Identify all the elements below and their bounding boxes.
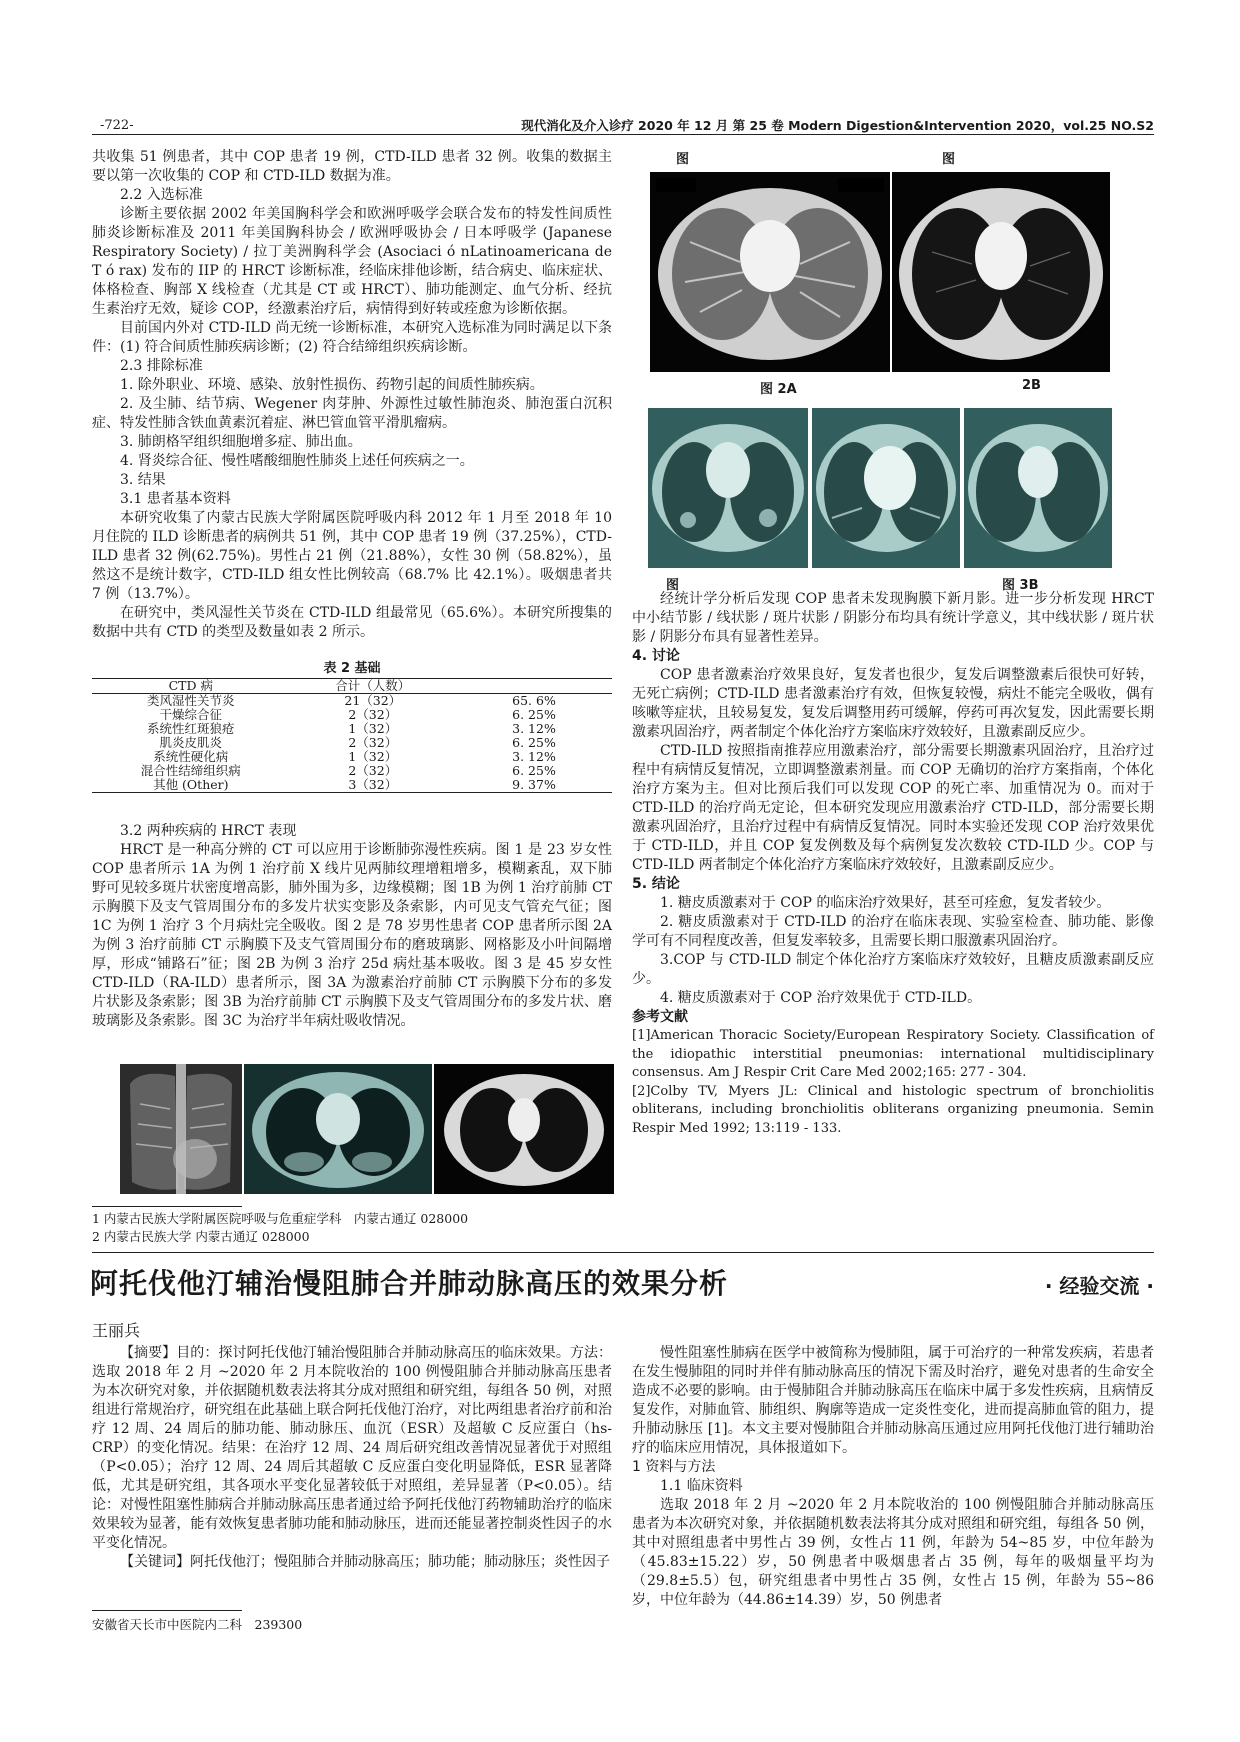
affiliation-1: 1 内蒙古民族大学附属医院呼吸与危重症学科 内蒙古通辽 028000	[92, 1211, 469, 1226]
figure-1c-ct	[434, 1064, 614, 1194]
heading-4: 4. 讨论	[632, 648, 680, 664]
article-affiliation-rule	[92, 1610, 242, 1611]
table-row	[92, 736, 612, 750]
conclusion-3: 3.COP 与 CTD-ILD 制定个体化治疗方案临床疗效较好，且糖皮质激素副反应少。	[632, 952, 1154, 987]
table-cell: 2（32）	[348, 763, 398, 778]
paragraph-2-2-a: 诊断主要依据 2002 年美国胸科学会和欧洲呼吸学会联合发布的特发性间质性肺炎诊断标准及 2011 年美国胸科协会 / 欧洲呼吸协会 / 日本呼吸学 (Japanese Respiratory Society) / 拉丁美洲胸科学会 (Asociaci ó nLatinoamericana de T ó rax) 发布的 IIP 的 HRCT 诊断标准，经临床排他诊断，结合病史、临床症状、体格检查、胸部 X 线检查（尤其是 CT 或 HRCT）、肺功能测定、血气分析、经抗生素治疗无效，疑诊 COP，经激素治疗后，病情得到好转或痊愈为诊断依据。	[92, 206, 612, 317]
paragraph-4-a: COP 患者激素治疗效果良好，复发者也很少，复发后调整激素后很快可好转，无死亡病例；CTD-ILD 患者激素治疗有效，但恢复较慢，病灶不能完全吸收，偶有咳嗽等症状，且较易复发，复发后调整用药可缓解，停药可再次复发，因此需要长期激素巩固治疗，两者制定个体化治疗方案临床疗效较好，且激素副反应少。	[632, 667, 1154, 740]
table-cell: 9. 37%	[456, 778, 612, 793]
paragraph-3-2: HRCT 是一种高分辨的 CT 可以应用于诊断肺弥漫性疾病。图 1 是 23 岁女性 COP 患者所示 1A 为例 1 治疗前 X 线片见两肺纹理增粗增多，模糊紊乱，双下肺野可见较多斑片状密度增高影，肺外围为多，边缘模糊；图 1B 为例 1 治疗前肺 CT 示胸膜下及支气管周围分布的多发片状实变影及条索影，内可见支气管充气征；图 1C 为例 1 治疗 3 个月病灶完全吸收。图 2 是 78 岁男性患者 COP 患者所示图 2A 为例 3 治疗前肺 CT 示胸膜下及支气管周围分布的磨玻璃影、网格影及小叶间隔增厚，形成“铺路石”征；图 2B 为例 3 治疗 25d 病灶基本吸收。图 3 是 45 岁女性 CTD-ILD（RA-ILD）患者所示，图 3A 为激素治疗前肺 CT 示胸膜下分布的多发片状影及条索影；图 3B 为治疗前肺 CT 示胸膜下及支气管周围分布的多发片状、磨玻璃影及条索影。图 3C 为治疗半年病灶吸收情况。	[92, 842, 612, 1029]
table-cell: 其他 (Other)	[92, 778, 290, 793]
reference-2: [2]Colby TV, Myers JL: Clinical and histologic spectrum of bronchiolitis obliterans, including bronchiolitis obliterans organizing pneumonia. Semin Respir Med 1992; 13:119 - 133.	[632, 1083, 1154, 1136]
table-cell: 3. 12%	[512, 721, 556, 736]
table-row	[92, 778, 612, 793]
paragraph-4-b: CTD-ILD 按照指南推荐应用激素治疗，部分需要长期激素巩固治疗，且治疗过程中有病情反复情况，立即调整激素剂量。而 COP 无确切的治疗方案指南，个体化治疗方案为主。但对比预后我们可以发现 COP 的死亡率、加重情况为 0。而对于 CTD-ILD 的治疗尚无定论，但本研究发现应用激素治疗 CTD-ILD，部分需要长期激素巩固治疗，且治疗过程中有病情反复情况。同时本实验还发现 COP 治疗效果优于 CTD-ILD，并且 COP 复发例数及每个病例复发次数较 CTD-ILD 少。COP 与 CTD-ILD 两者制定个体化治疗方案临床疗效较好，且激素副反应少。	[632, 743, 1154, 873]
conclusion-1: 1. 糖皮质激素对于 COP 的临床治疗效果好，甚至可痊愈，复发者较少。	[660, 895, 1111, 911]
table-cell: 混合性结缔组织病	[140, 763, 241, 778]
heading-3: 3. 结果	[120, 472, 166, 488]
table-2	[92, 660, 612, 793]
figure-2a-label: 图 2A	[760, 382, 797, 397]
figure-3a-ct	[648, 408, 808, 568]
table-cell: 3（32）	[290, 778, 456, 793]
article-heading-1-1: 1.1 临床资料	[660, 1478, 743, 1494]
abstract: 【摘要】目的：探讨阿托伐他汀辅治慢阻肺合并肺动脉高压的临床效果。方法：选取 2018 年 2 月 ~2020 年 2 月本院收治的 100 例慢阻肺合并肺动脉高压患者为本次研究对象，并依据随机数表法将其分成对照组和研究组，每组各 50 例，对照组进行常规治疗，研究组在此基础上联合阿托伐他汀治疗，对比两组患者治疗前和治疗 12 周、24 周后的肺功能、肺动脉压、血沉（ESR）及超敏 C 反应蛋白（hs-CRP）的变化情况。结果：在治疗 12 周、24 周后研究组改善情况显著优于对照组（P<0.05）；治疗 12 周、24 周后其超敏 C 反应蛋白变化明显降低，ESR 显著降低，尤其是研究组，其各项水平变化显著较低于对照组，差异显著（P<0.05）。结论：对慢性阻塞性肺病合并肺动脉高压患者通过给予阿托伐他汀药物辅助治疗的临床效果较为显著，能有效恢复患者肺功能和肺动脉压，进而还能显著控制炎性因子的水平变化情况。	[92, 1345, 612, 1551]
table-cell: 3. 12%	[512, 749, 556, 764]
heading-references: 参考文献	[632, 1009, 688, 1025]
paragraph-3-1-b: 在研究中，类风湿性关节炎在 CTD-ILD 组最常见（65.6%）。本研究所搜集的数据中共有 CTD 的类型及数量如表 2 所示。	[92, 605, 612, 640]
figure-2b-label: 2B	[1022, 378, 1041, 393]
heading-2-2: 2.2 入选标准	[120, 187, 203, 203]
article-title: 阿托伐他汀辅治慢阻肺合并肺动脉高压的效果分析	[90, 1267, 729, 1300]
article-affiliation: 安徽省天长市中医院内二科 239300	[92, 1617, 303, 1632]
exclusion-3: 3. 肺朗格罕组织细胞增多症、肺出血。	[120, 434, 362, 450]
heading-2-3: 2.3 排除标准	[120, 358, 203, 374]
header-rule	[92, 134, 1154, 135]
left-column-lower	[92, 822, 612, 1031]
page-number: -722-	[100, 118, 134, 133]
heading-5: 5. 结论	[632, 876, 680, 892]
heading-3-2: 3.2 两种疾病的 HRCT 表现	[120, 823, 297, 839]
table-cell: 系统性红斑狼疮	[147, 721, 235, 736]
journal-header: 现代消化及介入诊疗 2020 年 12 月 第 25 卷 Modern Digestion&Intervention 2020，vol.25 NO.S2	[521, 118, 1154, 133]
table-cell: 1（32）	[348, 721, 398, 736]
table-cell: 系统性硬化病	[153, 749, 229, 764]
affiliation-2: 2 内蒙古民族大学 内蒙古通辽 028000	[92, 1229, 310, 1244]
conclusion-2: 2. 糖皮质激素对于 CTD-ILD 的治疗在临床表现、实验室检查、肺功能、影像学可有不同程度改善，但复发率较多，且需要长期口服激素巩固治疗。	[632, 914, 1154, 949]
exclusion-4: 4. 肾炎综合征、慢性嗜酸细胞性肺炎上述任何疾病之一。	[120, 453, 474, 469]
table-title: 表 2 基础	[323, 661, 381, 676]
article-heading-1: 1 资料与方法	[632, 1459, 716, 1475]
figure-2-top-label-left: 图	[676, 152, 690, 167]
table-row	[92, 694, 612, 709]
figure-3a-label: 图	[666, 578, 680, 593]
exclusion-1: 1. 除外职业、环境、感染、放射性损伤、药物引起的间质性肺疾病。	[120, 377, 544, 393]
table-header-row	[92, 679, 612, 694]
figure-1a-xray	[120, 1064, 242, 1194]
paragraph-2-2-b: 目前国内外对 CTD-ILD 尚无统一诊断标准，本研究入选标准为同时满足以下条件：(1) 符合间质性肺疾病诊断；(2) 符合结缔组织疾病诊断。	[92, 320, 612, 355]
table-header-cell	[456, 679, 612, 694]
table-cell: 肌炎皮肌炎	[159, 735, 223, 750]
paragraph-stats: 经统计学分析后发现 COP 患者未发现胸膜下新月影。进一步分析发现 HRCT 中小结节影 / 线状影 / 斑片状影 / 阴影分布均具有统计学意义，其中线状影 / 斑片状影 / 阴影分布具有显著性差异。	[632, 591, 1154, 645]
table-cell: 65. 6%	[512, 693, 556, 708]
paragraph-3-1-a: 本研究收集了内蒙古民族大学附属医院呼吸内科 2012 年 1 月至 2018 年 10 月住院的 ILD 诊断患者的病例共 51 例，其中 COP 患者 19 例（37.25%），CTD-ILD 患者 32 例(62.75%)。男性占 21 例（21.88%），女性 30 例（58.82%），虽然这不是统计数字，CTD-ILD 组女性比例较高（68.7% 比 42.1%）。吸烟患者共 7 例（13.7%）。	[92, 510, 612, 602]
figure-2-top-label-right: 图	[942, 152, 956, 167]
left-column-upper	[92, 148, 612, 642]
article-author: 王丽兵	[92, 1321, 141, 1340]
table-row	[92, 708, 612, 722]
figure-3b-label: 图 3B	[1002, 578, 1039, 593]
table-row	[92, 750, 612, 764]
table-cell: 21（32）	[344, 693, 402, 708]
figure-1b-ct	[244, 1064, 432, 1194]
affiliations	[92, 1210, 468, 1246]
affiliation-rule	[92, 1206, 242, 1207]
section-tag: · 经验交流 ·	[1044, 1274, 1154, 1298]
paragraph-intro: 共收集 51 例患者，其中 COP 患者 19 例，CTD-ILD 患者 32 例。收集的数据主要以第一次收集的 COP 和 CTD-ILD 数据为准。	[92, 149, 612, 184]
exclusion-2: 2. 及尘肺、结节病、Wegener 肉芽肿、外源性过敏性肺泡炎、肺泡蛋白沉积症、特发性肺含铁血黄素沉着症、淋巴管血管平滑肌瘤病。	[92, 396, 612, 431]
table-row	[92, 764, 612, 778]
figure-3b-ct	[812, 408, 960, 568]
article-intro: 慢性阻塞性肺病在医学中被简称为慢肺阻，属于可治疗的一种常发疾病，若患者在发生慢肺阻的同时并伴有肺动脉高压的情况下需及时治疗，避免对患者的生命安全造成不必要的影响。由于慢肺阻合并肺动脉高压在临床中属于多发性疾病，且病情反复发作，对肺血管、肺组织、胸廓等造成一定炎性变化，进而提高肺血管的阻力，提升肺动脉压 [1]。本文主要对慢肺阻合并肺动脉高压通过应用阿托伐他汀进行辅助治疗的临床应用情况，具体报道如下。	[632, 1345, 1154, 1456]
article-body-column	[632, 1344, 1154, 1610]
table-2-grid	[92, 678, 612, 793]
table-cell: 类风湿性关节炎	[147, 693, 235, 708]
article-abstract-column	[92, 1344, 612, 1572]
figure-2b-ct	[892, 172, 1110, 372]
table-cell: 6. 25%	[512, 763, 556, 778]
figure-3c-ct	[964, 408, 1112, 568]
heading-3-1: 3.1 患者基本资料	[120, 491, 231, 507]
table-header-cell: 合计（人数）	[290, 679, 456, 694]
reference-1: [1]American Thoracic Society/European Respiratory Society. Classification of the idiopathic interstitial pneumonias: international multidisciplinary consensus. Am J Respir Crit Care Med 2002;165: 277 - 304.	[632, 1028, 1154, 1080]
conclusion-4: 4. 糖皮质激素对于 COP 治疗效果优于 CTD-ILD。	[660, 990, 982, 1006]
table-cell: 2（32）	[348, 735, 398, 750]
table-cell: 6. 25%	[512, 735, 556, 750]
table-cell: 干燥综合征	[159, 707, 223, 722]
article-separator	[92, 1252, 1154, 1253]
article-paragraph-1-1: 选取 2018 年 2 月 ~2020 年 2 月本院收治的 100 例慢阻肺合并肺动脉高压患者为本次研究对象，并依据随机数表法将其分成对照组和研究组，每组各 50 例，其中对照组患者中男性占 39 例，女性占 11 例，年龄为 54~85 岁，中位年龄为（45.83±15.22）岁，50 例患者中吸烟患者占 35 例，每年的吸烟量平均为（29.8±5.5）包，研究组患者中男性占 35 例，女性占 15 例，年龄为 55~86 岁，中位年龄为（44.86±14.39）岁，50 例患者	[632, 1497, 1154, 1608]
table-cell: 6. 25%	[512, 707, 556, 722]
figure-2a-ct	[650, 172, 890, 372]
table-header-cell: CTD 病	[92, 679, 290, 694]
table-cell: 1（32）	[348, 749, 398, 764]
table-row	[92, 722, 612, 736]
keywords: 【关键词】阿托伐他汀；慢阻肺合并肺动脉高压；肺功能；肺动脉压；炎性因子	[120, 1554, 610, 1570]
right-column-text	[632, 590, 1154, 1138]
table-cell: 2（32）	[348, 707, 398, 722]
